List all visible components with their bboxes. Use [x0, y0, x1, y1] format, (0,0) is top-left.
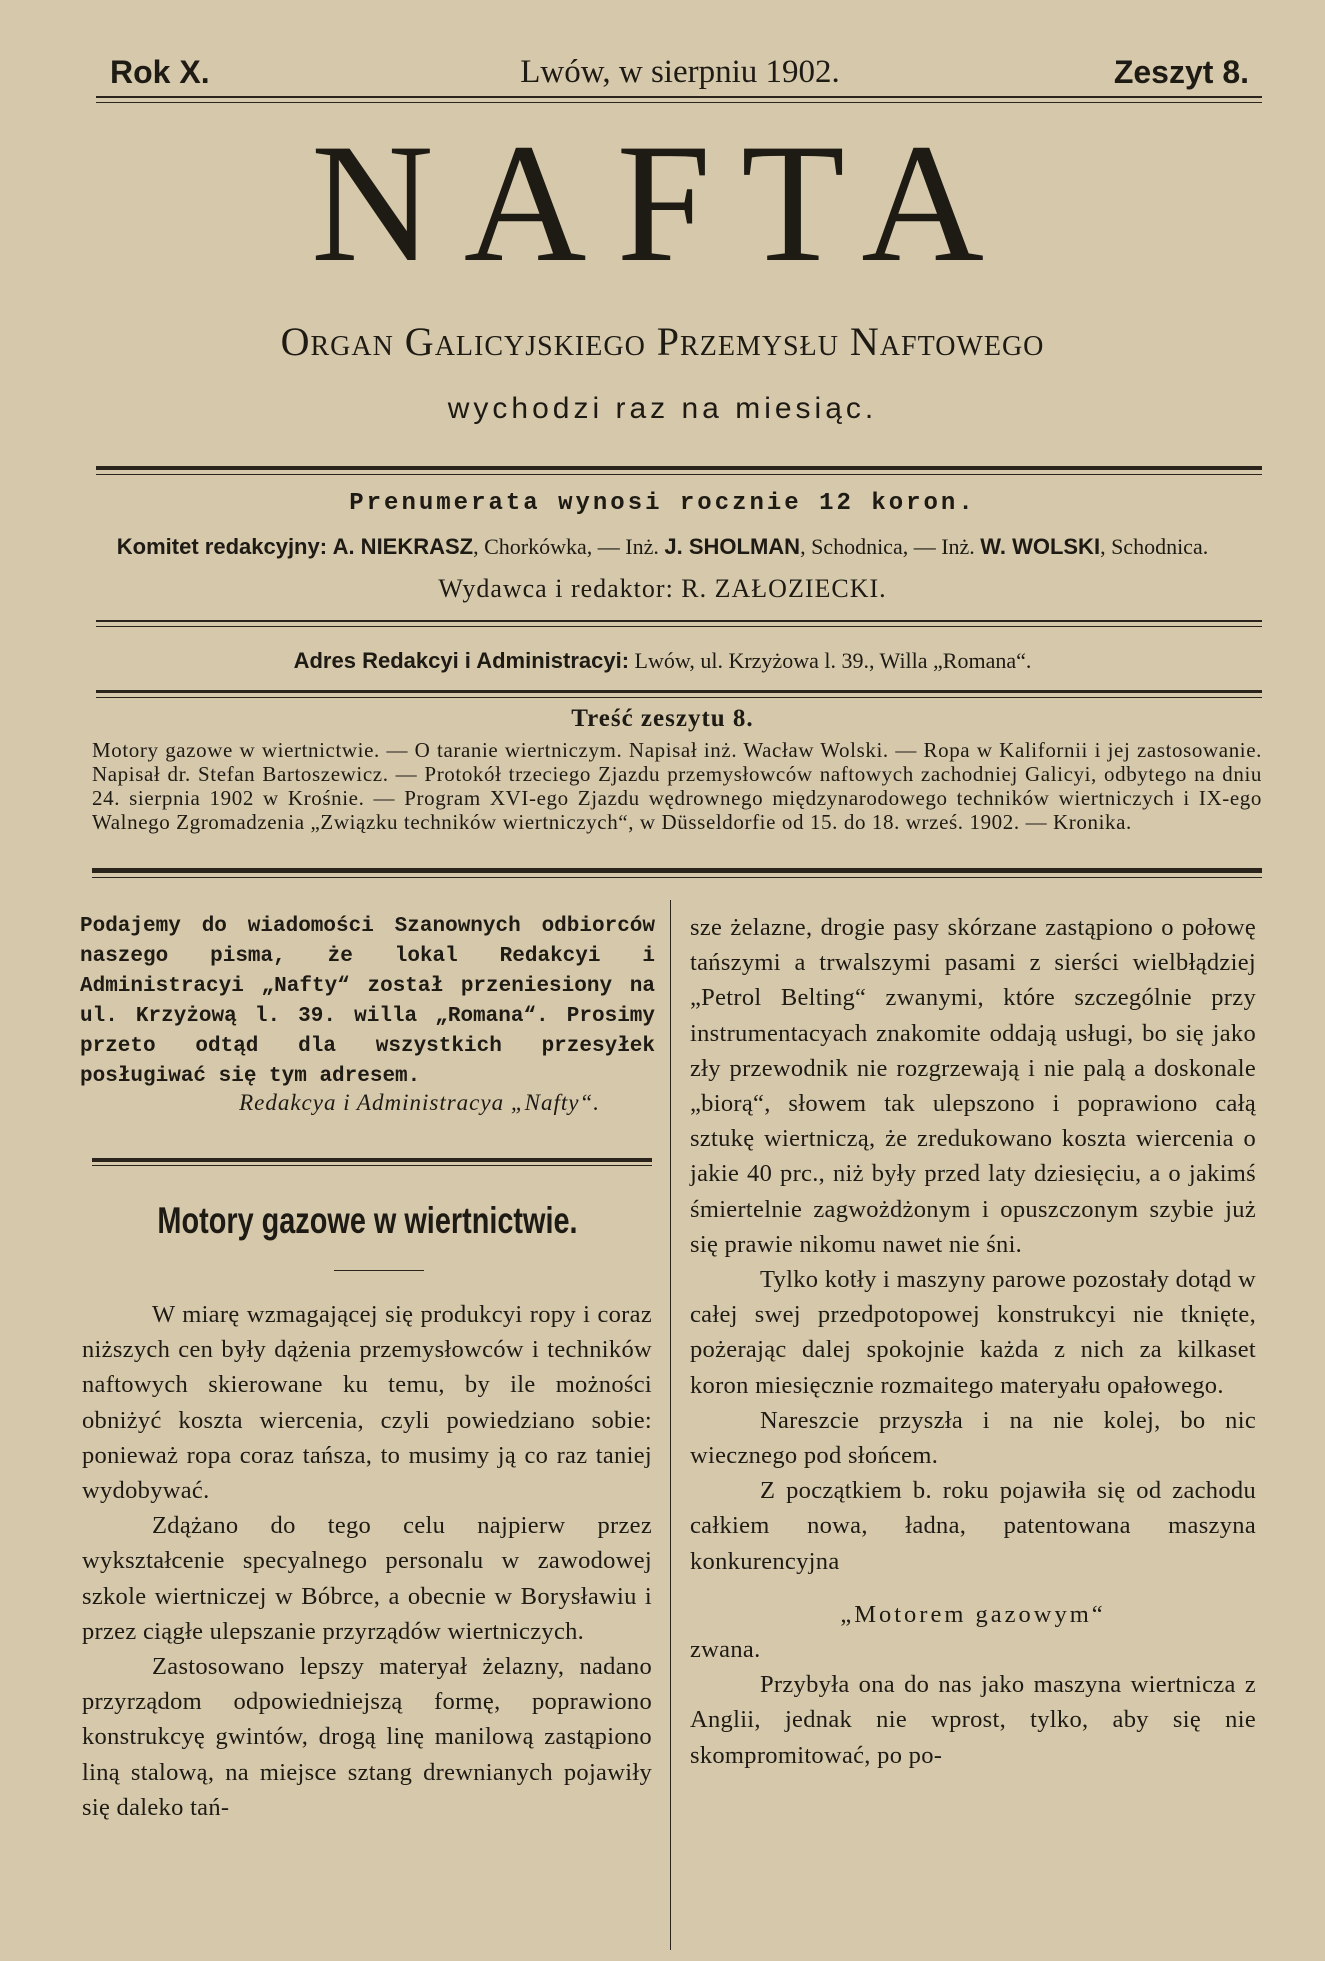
address-value: Lwów, ul. Krzyżowa l. 39., Willa „Romana“.: [634, 648, 1032, 673]
address-rule-top: [96, 690, 1262, 693]
article-paragraph: Nareszcie przyszła i na nie kolej, bo nic wiecznego pod słońcem.: [690, 1406, 1256, 1470]
publisher-label: Wydawca i redaktor:: [438, 574, 674, 603]
journal-subtitle: Organ Galicyjskiego Przemysłu Naftowego: [280, 319, 1045, 364]
masthead-rule-thin: [96, 474, 1262, 475]
header-rule-top: [96, 96, 1262, 98]
editorial-address: [0, 648, 1325, 674]
publisher-rule-bottom: [96, 626, 1262, 627]
committee-member-2-place: , Schodnica, — Inż.: [800, 534, 975, 559]
issue-number: Zeszyt 8.: [1113, 54, 1249, 90]
article-title: Motory gazowe w wiertnictwie.: [157, 1200, 578, 1241]
masthead-rule-thick: [96, 466, 1262, 470]
editorial-committee: [60, 534, 1265, 560]
contents-rule-thin: [92, 877, 1262, 878]
volume-number: Rok X.: [110, 54, 210, 90]
article-left-column: [82, 1297, 652, 1825]
publisher-name: R. ZAŁOZIECKI.: [681, 574, 887, 603]
committee-member-3: W. WOLSKI: [980, 534, 1101, 559]
notice-rule-thin: [92, 1165, 652, 1166]
committee-member-1: A. NIEKRASZ: [332, 534, 474, 559]
article-paragraph: Zdążano do tego celu najpierw przez wykształcenie specyalnego personalu w zawodowej szkole wiertniczej w Bóbrce, a obecnie w Borysławiu i przez ciągłe ulepszanie przyrządów wiertniczych.: [82, 1512, 652, 1645]
address-rule-bottom: [96, 697, 1262, 698]
article-paragraph: Tylko kotły i maszyny parowe pozostały dotąd w całej swej przedpotopowej konstrukcyi nie tknięte, pożerając dalej spokojnie każda z nich za kilkaset koron miesięcznie rozmaitego materyału opałowego.: [690, 1266, 1256, 1399]
committee-member-2: J. SHOLMAN: [664, 534, 801, 559]
subscription-price: Prenumerata wynosi rocznie 12 koron.: [349, 490, 976, 517]
address-label: Adres Redakcyi i Administracyi:: [293, 648, 630, 673]
committee-member-1-place: , Chorkówka, — Inż.: [473, 534, 659, 559]
publication-frequency: wychodzi raz na miesiąc.: [447, 392, 878, 425]
article-right-column: [690, 910, 1256, 1773]
zwana-line: zwana.: [690, 1636, 761, 1664]
relocation-notice: Podajemy do wiadomości Szanownych odbiorców naszego pisma, że lokal Redakcyi i Administracyi „Nafty“ został przeniesiony na ul. Krzyżową l. 39. willa „Romana“. Prosimy przeto odtąd dla wszystkich przesyłek posługiwać się tym adresem.: [80, 915, 655, 1088]
article-paragraph: Z początkiem b. roku pojawiła się od zachodu całkiem nowa, ładna, patentowana maszyna konkurencyjna: [690, 1477, 1256, 1575]
article-paragraph: sze żelazne, drogie pasy skórzane zastąpiono o połowę tańszymi a trwalszymi pasami z sierści wielbłądziej „Petrol Belting“ zwanymi, które szczególnie przy instrumentacyach znakomite oddają usługi, bo się jako zły przewodnik nie rozgrzewają i nie palą a doskonale „biorą“, słowem tak ulepszono i poprawiono całą sztukę wiertniczą, że zredukowano koszta wiercenia o jakie 40 prc., niż były przed laty dziesięciu, a o jakimś śmiertelnie zagwożdżonym i opuszczonym szybie już się prawie nikomu nawet nie śni.: [690, 914, 1256, 1258]
header-rule-bottom: [96, 102, 1262, 103]
title-underline: [334, 1270, 424, 1271]
notice-signature: Redakcya i Administracya „Nafty“.: [239, 1090, 600, 1115]
committee-member-3-place: , Schodnica.: [1100, 534, 1209, 559]
column-divider: [670, 900, 671, 1950]
article-paragraph: W miarę wzmagającej się produkcyi ropy i coraz niższych cen były dążenia przemysłowców i techników naftowych skierowane ku temu, by ile możności obniżyć koszta wiercenia, czyli powiedziano sobie: ponieważ ropa coraz tańsza, to musimy ją co raz taniej wydobywać.: [82, 1301, 652, 1505]
motor-quote: „Motorem gazowym“: [840, 1600, 1106, 1628]
contents-rule-thick: [92, 868, 1262, 873]
publisher-line: [0, 574, 1325, 604]
place-date: Lwów, w sierpniu 1902.: [520, 54, 840, 90]
article-paragraph: Zastosowano lepszy materyał żelazny, nadano przyrządom odpowiedniejszą formę, poprawiono konstrukcyę gwintów, drogą linę manilową zastąpiono liną stalową, na miejsce sztang drewnianych pojawiły się daleko tań-: [82, 1653, 652, 1821]
publisher-rule-top: [96, 620, 1262, 622]
notice-rule-thick: [92, 1158, 652, 1162]
contents-heading: Treść zeszytu 8.: [571, 705, 754, 732]
contents-list: Motory gazowe w wiertnictwie. — O taranie wiertniczym. Napisał inż. Wacław Wolski. — Ropa w Kalifornii i jej zastosowanie. Napisał dr. Stefan Bartoszewicz. — Protokół trzeciego Zjazdu przemysłowców naftowych zachodniej Galicyi, odbytego na dniu 24. sierpnia 1902 w Krośnie. — Program XVI-ego Zjazdu wędrownego międzynarodowego techników wiertniczych i IX-ego Walnego Zgromadzenia „Związku techników wiertniczych“, w Düsseldorfie od 15. do 18. wrześ. 1902. — Kronika.: [92, 738, 1262, 834]
committee-label: Komitet redakcyjny:: [116, 534, 328, 559]
article-paragraph: Przybyła ona do nas jako maszyna wiertnicza z Anglii, jednak nie wprost, tylko, aby się nie skompromitować, po po-: [690, 1671, 1256, 1769]
journal-title: NAFTA: [310, 109, 1015, 297]
